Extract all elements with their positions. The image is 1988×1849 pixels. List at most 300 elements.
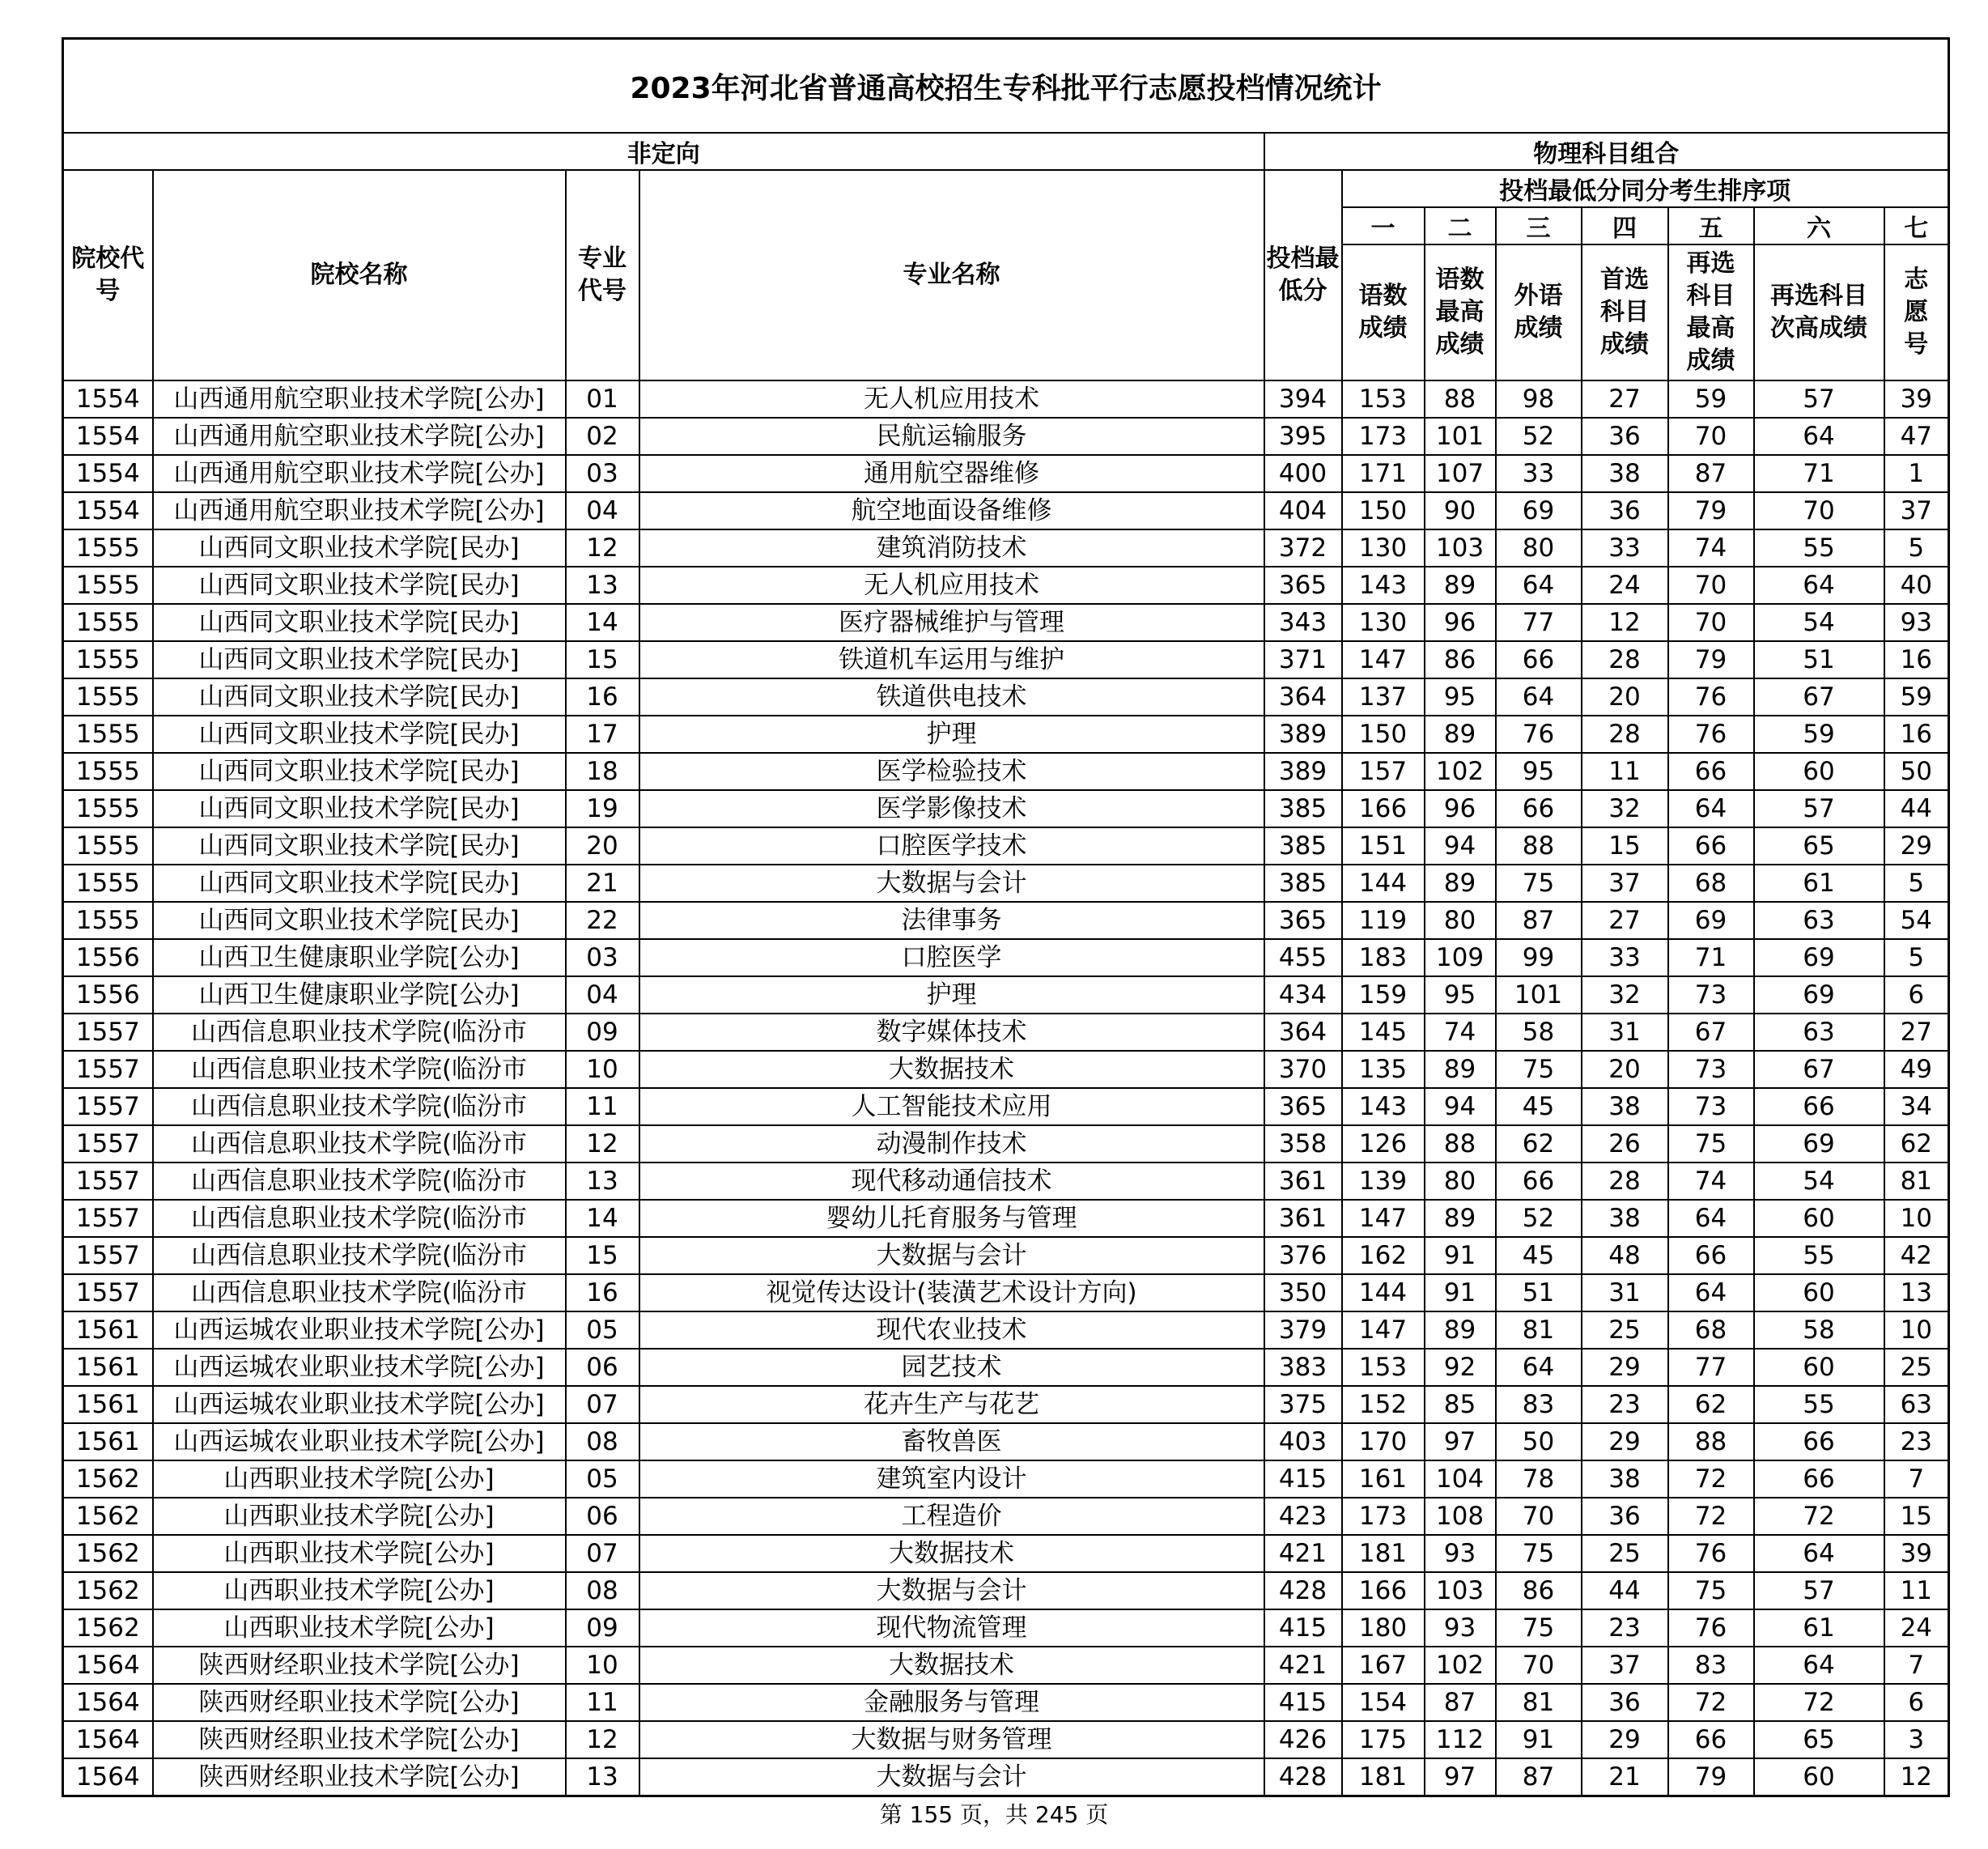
cell-school-code: 1554 [63,380,153,418]
cell-major-name: 畜牧兽医 [639,1423,1264,1460]
cell-major-code: 11 [566,1684,639,1721]
cell-foreign-lang-score: 33 [1496,455,1582,492]
cell-min-score: 370 [1264,1051,1342,1088]
cell-school-code: 1555 [63,902,153,939]
cell-foreign-lang-score: 64 [1496,567,1582,604]
cell-major-code: 10 [566,1051,639,1088]
table-row [63,753,1949,790]
cell-chinese-math-score: 153 [1342,1349,1425,1386]
table-row [63,1423,1949,1460]
cell-first-subject-score: 28 [1582,1163,1668,1200]
table-row [63,1758,1949,1796]
cell-major-code: 11 [566,1088,639,1125]
table-row [63,827,1949,865]
cell-chinese-math-score: 135 [1342,1051,1425,1088]
cell-min-score: 358 [1264,1125,1342,1163]
cell-chinese-math-max: 80 [1425,1163,1496,1200]
cell-chinese-math-max: 102 [1425,753,1496,790]
cell-min-score: 375 [1264,1386,1342,1423]
cell-wish-number: 16 [1884,716,1949,753]
cell-second-subject-max: 69 [1668,902,1754,939]
table-body [63,380,1949,1796]
cell-chinese-math-max: 88 [1425,380,1496,418]
cell-chinese-math-score: 153 [1342,380,1425,418]
cell-foreign-lang-score: 77 [1496,604,1582,641]
header-order: 六 [1754,207,1884,244]
cell-second-subject-max: 73 [1668,1051,1754,1088]
cell-foreign-lang-score: 45 [1496,1088,1582,1125]
cell-second-subject-next: 72 [1754,1498,1884,1535]
cell-second-subject-max: 72 [1668,1498,1754,1535]
cell-chinese-math-max: 95 [1425,678,1496,716]
cell-school-code: 1556 [63,976,153,1014]
cell-school-code: 1555 [63,641,153,678]
table-row [63,976,1949,1014]
cell-chinese-math-max: 96 [1425,604,1496,641]
cell-min-score: 415 [1264,1684,1342,1721]
cell-wish-number: 15 [1884,1498,1949,1535]
cell-foreign-lang-score: 75 [1496,1535,1582,1572]
table-row [63,1237,1949,1274]
cell-foreign-lang-score: 45 [1496,1237,1582,1274]
cell-chinese-math-max: 93 [1425,1609,1496,1647]
header-tiebreak: 投档最低分同分考生排序项 [1342,170,1949,207]
cell-wish-number: 7 [1884,1647,1949,1684]
cell-min-score: 365 [1264,567,1342,604]
cell-wish-number: 23 [1884,1423,1949,1460]
cell-foreign-lang-score: 66 [1496,641,1582,678]
cell-school-name: 山西职业技术学院[公办] [153,1460,566,1498]
cell-wish-number: 40 [1884,567,1949,604]
header-min-score: 投档最低分 [1264,170,1342,380]
cell-foreign-lang-score: 58 [1496,1014,1582,1051]
cell-second-subject-max: 73 [1668,1088,1754,1125]
cell-major-name: 法律事务 [639,902,1264,939]
cell-foreign-lang-score: 81 [1496,1311,1582,1349]
cell-school-code: 1555 [63,529,153,567]
cell-wish-number: 29 [1884,827,1949,865]
cell-second-subject-next: 57 [1754,1572,1884,1609]
table-row [63,865,1949,902]
cell-school-code: 1557 [63,1163,153,1200]
cell-second-subject-max: 79 [1668,492,1754,529]
cell-school-name: 山西信息职业技术学院(临汾市 [153,1274,566,1311]
cell-first-subject-score: 38 [1582,1460,1668,1498]
cell-chinese-math-score: 130 [1342,529,1425,567]
cell-second-subject-max: 64 [1668,1274,1754,1311]
cell-second-subject-max: 70 [1668,567,1754,604]
cell-min-score: 394 [1264,380,1342,418]
cell-wish-number: 11 [1884,1572,1949,1609]
cell-school-code: 1557 [63,1125,153,1163]
table-row [63,1460,1949,1498]
cell-first-subject-score: 48 [1582,1237,1668,1274]
cell-second-subject-max: 66 [1668,827,1754,865]
cell-chinese-math-score: 144 [1342,865,1425,902]
cell-chinese-math-max: 86 [1425,641,1496,678]
cell-chinese-math-score: 139 [1342,1163,1425,1200]
cell-first-subject-score: 15 [1582,827,1668,865]
cell-chinese-math-score: 144 [1342,1274,1425,1311]
cell-major-name: 医学影像技术 [639,790,1264,827]
cell-wish-number: 62 [1884,1125,1949,1163]
cell-major-code: 08 [566,1423,639,1460]
cell-school-code: 1564 [63,1721,153,1758]
table-row [63,1349,1949,1386]
table-row [63,1498,1949,1535]
cell-min-score: 415 [1264,1460,1342,1498]
cell-chinese-math-max: 89 [1425,1200,1496,1237]
cell-second-subject-next: 55 [1754,529,1884,567]
cell-major-code: 15 [566,641,639,678]
cell-school-name: 山西同文职业技术学院[民办] [153,529,566,567]
cell-chinese-math-max: 89 [1425,865,1496,902]
cell-major-name: 婴幼儿托育服务与管理 [639,1200,1264,1237]
cell-first-subject-score: 33 [1582,529,1668,567]
cell-school-name: 山西运城农业职业技术学院[公办] [153,1386,566,1423]
header-order: 七 [1884,207,1949,244]
cell-second-subject-next: 66 [1754,1460,1884,1498]
header-sub-chinese-math: 语数成绩 [1342,244,1425,380]
table-row [63,567,1949,604]
cell-foreign-lang-score: 70 [1496,1498,1582,1535]
cell-school-name: 山西同文职业技术学院[民办] [153,827,566,865]
cell-major-code: 04 [566,492,639,529]
cell-min-score: 389 [1264,753,1342,790]
cell-chinese-math-max: 108 [1425,1498,1496,1535]
cell-first-subject-score: 12 [1582,604,1668,641]
cell-major-code: 01 [566,380,639,418]
cell-chinese-math-score: 162 [1342,1237,1425,1274]
cell-chinese-math-max: 95 [1425,976,1496,1014]
cell-foreign-lang-score: 75 [1496,865,1582,902]
cell-second-subject-max: 64 [1668,790,1754,827]
cell-school-code: 1555 [63,567,153,604]
cell-second-subject-next: 57 [1754,380,1884,418]
cell-chinese-math-score: 175 [1342,1721,1425,1758]
cell-foreign-lang-score: 69 [1496,492,1582,529]
cell-wish-number: 5 [1884,865,1949,902]
cell-second-subject-max: 83 [1668,1647,1754,1684]
cell-school-code: 1564 [63,1647,153,1684]
cell-chinese-math-max: 85 [1425,1386,1496,1423]
cell-second-subject-max: 76 [1668,1535,1754,1572]
cell-foreign-lang-score: 66 [1496,790,1582,827]
cell-wish-number: 39 [1884,380,1949,418]
cell-school-name: 山西同文职业技术学院[民办] [153,902,566,939]
cell-foreign-lang-score: 62 [1496,1125,1582,1163]
cell-wish-number: 47 [1884,418,1949,455]
header-order: 一 [1342,207,1425,244]
cell-min-score: 361 [1264,1200,1342,1237]
cell-major-code: 10 [566,1647,639,1684]
cell-second-subject-next: 64 [1754,1647,1884,1684]
cell-chinese-math-score: 147 [1342,1311,1425,1349]
cell-major-name: 工程造价 [639,1498,1264,1535]
cell-foreign-lang-score: 64 [1496,1349,1582,1386]
table-row [63,939,1949,976]
cell-chinese-math-max: 96 [1425,790,1496,827]
table-row [63,902,1949,939]
cell-min-score: 389 [1264,716,1342,753]
cell-first-subject-score: 23 [1582,1386,1668,1423]
cell-chinese-math-max: 101 [1425,418,1496,455]
cell-min-score: 395 [1264,418,1342,455]
cell-second-subject-next: 57 [1754,790,1884,827]
table-row [63,1051,1949,1088]
header-sub-second-next: 再选科目次高成绩 [1754,244,1884,380]
cell-first-subject-score: 29 [1582,1721,1668,1758]
cell-wish-number: 42 [1884,1237,1949,1274]
cell-chinese-math-score: 147 [1342,641,1425,678]
table-row [63,492,1949,529]
cell-major-code: 13 [566,1758,639,1796]
table-row [63,1014,1949,1051]
table-row [63,641,1949,678]
cell-first-subject-score: 25 [1582,1311,1668,1349]
cell-major-name: 铁道供电技术 [639,678,1264,716]
cell-first-subject-score: 36 [1582,1684,1668,1721]
table-row [63,418,1949,455]
cell-school-name: 山西同文职业技术学院[民办] [153,641,566,678]
cell-first-subject-score: 31 [1582,1274,1668,1311]
cell-min-score: 426 [1264,1721,1342,1758]
cell-wish-number: 16 [1884,641,1949,678]
cell-second-subject-max: 66 [1668,1237,1754,1274]
cell-second-subject-next: 72 [1754,1684,1884,1721]
cell-foreign-lang-score: 95 [1496,753,1582,790]
cell-major-name: 园艺技术 [639,1349,1264,1386]
cell-major-code: 16 [566,1274,639,1311]
cell-major-code: 03 [566,939,639,976]
cell-major-code: 13 [566,1163,639,1200]
cell-first-subject-score: 32 [1582,976,1668,1014]
cell-major-code: 04 [566,976,639,1014]
cell-major-name: 大数据技术 [639,1647,1264,1684]
cell-wish-number: 37 [1884,492,1949,529]
header-major-code: 专业代号 [566,170,639,380]
cell-school-name: 山西同文职业技术学院[民办] [153,678,566,716]
cell-foreign-lang-score: 70 [1496,1647,1582,1684]
cell-min-score: 364 [1264,1014,1342,1051]
table-row [63,1311,1949,1349]
table-row [63,1163,1949,1200]
page-title: 2023年河北省普通高校招生专科批平行志愿投档情况统计 [63,39,1949,134]
cell-first-subject-score: 36 [1582,492,1668,529]
cell-chinese-math-max: 112 [1425,1721,1496,1758]
cell-second-subject-max: 71 [1668,939,1754,976]
table-row [63,1572,1949,1609]
table-row [63,1200,1949,1237]
cell-chinese-math-max: 91 [1425,1237,1496,1274]
cell-min-score: 371 [1264,641,1342,678]
cell-major-name: 护理 [639,716,1264,753]
cell-school-name: 山西同文职业技术学院[民办] [153,790,566,827]
cell-second-subject-next: 55 [1754,1386,1884,1423]
cell-chinese-math-score: 137 [1342,678,1425,716]
cell-wish-number: 39 [1884,1535,1949,1572]
cell-min-score: 455 [1264,939,1342,976]
cell-school-code: 1561 [63,1349,153,1386]
cell-school-code: 1561 [63,1311,153,1349]
cell-school-code: 1555 [63,716,153,753]
cell-chinese-math-score: 166 [1342,1572,1425,1609]
cell-first-subject-score: 31 [1582,1014,1668,1051]
cell-school-code: 1554 [63,455,153,492]
cell-second-subject-next: 69 [1754,939,1884,976]
cell-foreign-lang-score: 83 [1496,1386,1582,1423]
cell-wish-number: 54 [1884,902,1949,939]
cell-chinese-math-score: 157 [1342,753,1425,790]
cell-foreign-lang-score: 86 [1496,1572,1582,1609]
cell-chinese-math-score: 147 [1342,1200,1425,1237]
cell-major-code: 09 [566,1014,639,1051]
cell-school-code: 1564 [63,1758,153,1796]
table-row [63,1274,1949,1311]
cell-second-subject-max: 72 [1668,1684,1754,1721]
cell-second-subject-next: 69 [1754,976,1884,1014]
table-row [63,455,1949,492]
cell-wish-number: 3 [1884,1721,1949,1758]
cell-wish-number: 7 [1884,1460,1949,1498]
cell-chinese-math-score: 151 [1342,827,1425,865]
cell-major-code: 12 [566,1125,639,1163]
cell-foreign-lang-score: 52 [1496,418,1582,455]
cell-major-name: 大数据与财务管理 [639,1721,1264,1758]
cell-min-score: 376 [1264,1237,1342,1274]
cell-second-subject-next: 54 [1754,1163,1884,1200]
cell-school-name: 山西卫生健康职业学院[公办] [153,939,566,976]
cell-first-subject-score: 20 [1582,678,1668,716]
cell-school-name: 山西职业技术学院[公办] [153,1572,566,1609]
cell-wish-number: 5 [1884,529,1949,567]
cell-second-subject-max: 70 [1668,418,1754,455]
table-row [63,790,1949,827]
cell-min-score: 385 [1264,865,1342,902]
cell-first-subject-score: 27 [1582,902,1668,939]
cell-school-name: 山西信息职业技术学院(临汾市 [153,1237,566,1274]
cell-foreign-lang-score: 87 [1496,902,1582,939]
cell-first-subject-score: 23 [1582,1609,1668,1647]
cell-major-code: 07 [566,1535,639,1572]
cell-foreign-lang-score: 64 [1496,678,1582,716]
cell-min-score: 365 [1264,1088,1342,1125]
cell-min-score: 421 [1264,1535,1342,1572]
cell-school-name: 陕西财经职业技术学院[公办] [153,1647,566,1684]
cell-major-code: 20 [566,827,639,865]
cell-wish-number: 93 [1884,604,1949,641]
cell-foreign-lang-score: 75 [1496,1609,1582,1647]
cell-chinese-math-max: 109 [1425,939,1496,976]
cell-min-score: 428 [1264,1572,1342,1609]
cell-school-code: 1555 [63,827,153,865]
cell-school-name: 山西信息职业技术学院(临汾市 [153,1125,566,1163]
table-row [63,529,1949,567]
cell-first-subject-score: 24 [1582,567,1668,604]
cell-second-subject-next: 63 [1754,1014,1884,1051]
cell-wish-number: 27 [1884,1014,1949,1051]
cell-wish-number: 10 [1884,1200,1949,1237]
cell-second-subject-max: 75 [1668,1125,1754,1163]
cell-chinese-math-max: 89 [1425,1051,1496,1088]
cell-second-subject-max: 76 [1668,716,1754,753]
cell-second-subject-next: 61 [1754,865,1884,902]
cell-major-code: 19 [566,790,639,827]
cell-first-subject-score: 27 [1582,380,1668,418]
cell-school-name: 山西通用航空职业技术学院[公办] [153,455,566,492]
cell-min-score: 343 [1264,604,1342,641]
cell-school-code: 1561 [63,1423,153,1460]
cell-school-code: 1555 [63,678,153,716]
cell-second-subject-max: 75 [1668,1572,1754,1609]
cell-school-name: 山西信息职业技术学院(临汾市 [153,1163,566,1200]
cell-min-score: 364 [1264,678,1342,716]
cell-second-subject-next: 70 [1754,492,1884,529]
cell-second-subject-next: 60 [1754,1349,1884,1386]
cell-chinese-math-score: 152 [1342,1386,1425,1423]
cell-min-score: 403 [1264,1423,1342,1460]
cell-school-code: 1562 [63,1460,153,1498]
cell-school-name: 山西职业技术学院[公办] [153,1535,566,1572]
cell-major-name: 铁道机车运用与维护 [639,641,1264,678]
cell-school-code: 1557 [63,1088,153,1125]
cell-second-subject-max: 68 [1668,865,1754,902]
cell-major-name: 建筑消防技术 [639,529,1264,567]
cell-school-name: 山西信息职业技术学院(临汾市 [153,1088,566,1125]
cell-second-subject-next: 64 [1754,567,1884,604]
cell-first-subject-score: 28 [1582,641,1668,678]
cell-chinese-math-max: 74 [1425,1014,1496,1051]
header-major-name: 专业名称 [639,170,1264,380]
table-row [63,604,1949,641]
header-sub-wish-number: 志愿号 [1884,244,1949,380]
cell-chinese-math-max: 94 [1425,827,1496,865]
cell-first-subject-score: 36 [1582,418,1668,455]
cell-major-code: 18 [566,753,639,790]
cell-min-score: 434 [1264,976,1342,1014]
cell-school-name: 山西运城农业职业技术学院[公办] [153,1311,566,1349]
cell-major-name: 建筑室内设计 [639,1460,1264,1498]
table-row [63,1609,1949,1647]
cell-wish-number: 49 [1884,1051,1949,1088]
cell-chinese-math-score: 119 [1342,902,1425,939]
cell-wish-number: 6 [1884,1684,1949,1721]
cell-second-subject-next: 71 [1754,455,1884,492]
cell-second-subject-next: 60 [1754,1274,1884,1311]
cell-wish-number: 12 [1884,1758,1949,1796]
cell-second-subject-max: 72 [1668,1460,1754,1498]
cell-second-subject-next: 51 [1754,641,1884,678]
cell-first-subject-score: 28 [1582,716,1668,753]
cell-chinese-math-max: 103 [1425,529,1496,567]
cell-second-subject-max: 67 [1668,1014,1754,1051]
cell-school-name: 陕西财经职业技术学院[公办] [153,1684,566,1721]
cell-second-subject-max: 68 [1668,1311,1754,1349]
cell-foreign-lang-score: 52 [1496,1200,1582,1237]
cell-major-code: 05 [566,1311,639,1349]
cell-foreign-lang-score: 101 [1496,976,1582,1014]
cell-school-code: 1555 [63,753,153,790]
header-order: 五 [1668,207,1754,244]
header-sub-second-max: 再选科目最高成绩 [1668,244,1754,380]
cell-chinese-math-score: 181 [1342,1535,1425,1572]
cell-first-subject-score: 38 [1582,455,1668,492]
group-physics: 物理科目组合 [1264,133,1949,170]
table-row [63,716,1949,753]
cell-second-subject-max: 62 [1668,1386,1754,1423]
cell-school-name: 山西通用航空职业技术学院[公办] [153,492,566,529]
cell-school-code: 1564 [63,1684,153,1721]
